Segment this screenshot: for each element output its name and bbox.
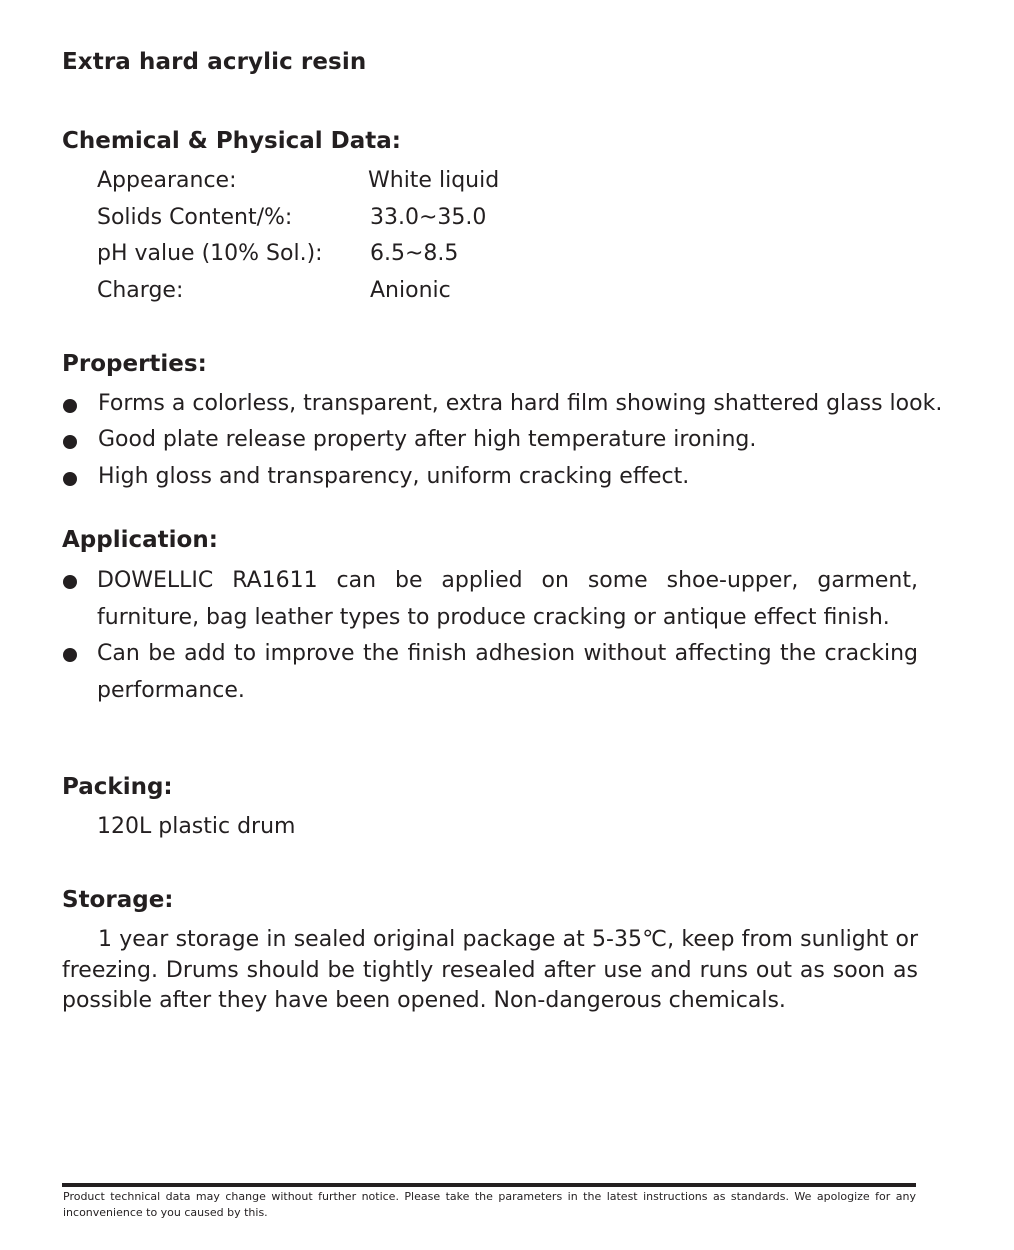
bullet-icon [63, 575, 77, 589]
storage-heading: Storage: [62, 887, 174, 913]
properties-item: Forms a colorless, transparent, extra hard film showing shattered glass look. [98, 391, 943, 416]
bullet-icon [63, 472, 77, 486]
application-heading: Application: [62, 527, 218, 553]
chemical-label-ph: pH value (10% Sol.): [97, 241, 323, 266]
bullet-icon [63, 435, 77, 449]
bullet-icon [63, 399, 77, 413]
storage-text: 1 year storage in sealed original package at 5-35℃, keep from sunlight or freezing. Drums should be tightly resealed after use and runs out as soon as possible after they have been opened. Non-dangerous chemicals. [62, 927, 918, 1013]
chemical-value-solids: 33.0~35.0 [370, 205, 487, 230]
footer-divider [62, 1183, 916, 1187]
packing-text: 120L plastic drum [97, 814, 296, 839]
chemical-label-charge: Charge: [97, 278, 184, 303]
chemical-label-appearance: Appearance: [97, 168, 237, 193]
application-item: DOWELLIC RA1611 can be applied on some shoe-upper, garment, furniture, bag leather types to produce cracking or antique effect finish. [97, 568, 918, 630]
document-title: Extra hard acrylic resin [62, 49, 367, 75]
properties-heading: Properties: [62, 351, 207, 377]
chemical-label-solids: Solids Content/%: [97, 205, 293, 230]
packing-heading: Packing: [62, 774, 173, 800]
properties-item: High gloss and transparency, uniform cracking effect. [98, 464, 690, 489]
properties-item: Good plate release property after high temperature ironing. [98, 427, 757, 452]
chemical-value-ph: 6.5~8.5 [370, 241, 459, 266]
application-item: Can be add to improve the finish adhesion without affecting the cracking performance. [97, 641, 918, 703]
chemical-value-charge: Anionic [370, 278, 451, 303]
chemical-data-heading: Chemical & Physical Data: [62, 128, 401, 154]
chemical-value-appearance: White liquid [368, 168, 500, 193]
footer-notice: Product technical data may change without further notice. Please take the parameters in the latest instructions as standards. We apologize for any inconvenience to you caused by this. [63, 1190, 916, 1219]
bullet-icon [63, 648, 77, 662]
